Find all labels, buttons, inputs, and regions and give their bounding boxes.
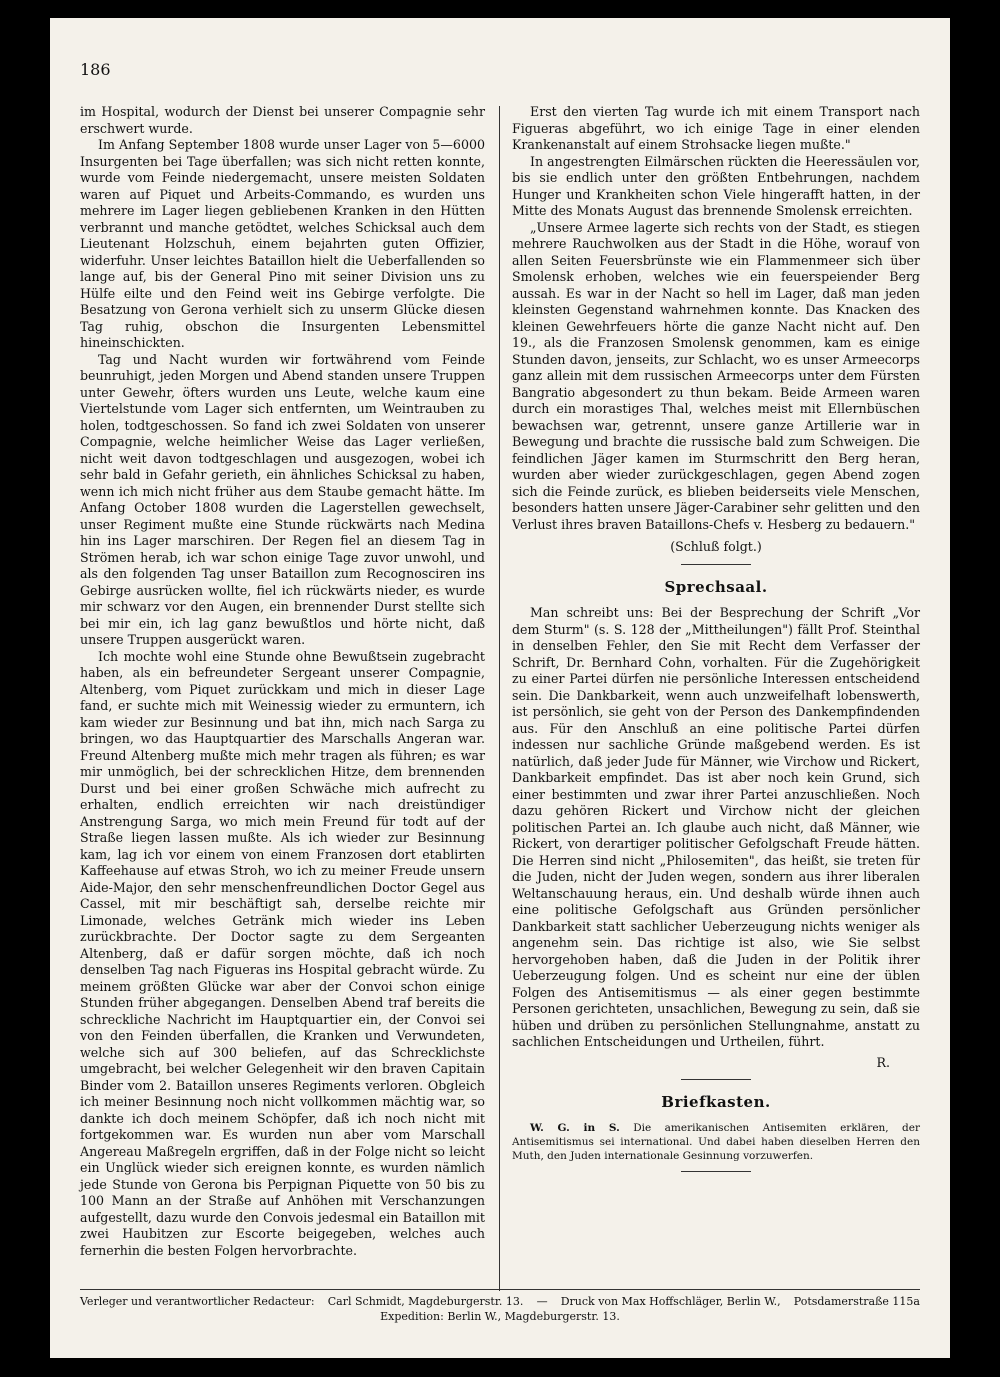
sprechsaal-title: Sprechsaal. [664,577,768,596]
paragraph: Ich mochte wohl eine Stunde ohne Bewußtsein zugebracht haben, als ein befreundeter Sergeant unserer Compagnie, Altenberg, vom Piquet zurückkam und mich in dieser Lage fand, er suchte mich mit Weinessig wieder zu ermuntern, ich kam wieder zur Besinnung und bat ihn, mich nach Sarga zu bringen, wo das Hauptquartier des Marschalls Angeran war. Freund Altenberg mußte mich mehr tragen als führen; es war mir unmöglich, bei der schrecklichen Hitze, dem brennenden Durst und bei einer großen Schwäche mich aufrecht zu erhalten, endlich erreichten wir nach dreistündiger Anstrengung Sarga, wo mich mein Freund für todt auf der Straße liegen lassen mußte. Als ich wieder zur Besinnung kam, lag ich vor einem von einem Franzosen dort etablirten Kaffeehause auf etwas Stroh, wo ich zu meiner Freude unsern Aide-Major, den sehr menschenfreundlichen Doctor Gegel aus Cassel, mit mir beschäftigt sah, derselbe reichte mir Limonade, welches Getränk mich wieder ins Leben zurückbrachte. Der Doctor sagte zu dem Sergeanten Altenberg, daß er dafür sorgen möchte, daß ich noch denselben Tag nach Figueras ins Hospital gebracht würde. Zu meinem größten Glücke war aber der Convoi schon einige Stunden früher abgegangen. Denselben Abend traf bereits die schreckliche Nachricht im Hauptquartier ein, der Convoi sei von den Feinden überfallen, die Kranken und Verwundeten, welche sich auf 300 beliefen, auf das Schrecklichste umgebracht, bei welcher Gelegenheit wir den braven Capitain Binder vom 2. Bataillon unseres Regiments verloren. Obgleich ich meiner Besinnung noch nicht vollkommen mächtig war, so dankte ich doch meinem Schöpfer, daß ich noch nicht mit fortgekommen war. Es wurden nun aber vom Marschall Angereau Maßregeln ergriffen, daß in der Folge nicht so leicht ein Unglück wieder sich ereignen konnte, es wurden nämlich jede Stunde von Gerona bis Perpignan Piquette von 50 bis zu 100 Mann an der Straße auf Anhöhen mit Verschanzungen aufgestellt, dazu wurde den Convois jedesmal ein Bataillon mit zwei Haubitzen zur Escorte beigegeben, welches auch fernerhin die besten Folgen hervorbrachte. [80,648,485,1258]
paragraph: Erst den vierten Tag wurde ich mit einem Transport nach Figueras abgeführt, wo ich einige Tage in einer elenden Krankenanstalt auf einem Strohsacke liegen mußte." [512,104,920,152]
paragraph: Im Anfang September 1808 wurde unser Lager von 5—6000 Insurgenten bei Tage überfallen; was sich nicht retten konnte, wurde vom Feinde niedergemacht, unsere meisten Soldaten waren auf Piquet und Arbeits-Commando, es wurden uns mehrere im Lager liegen gebliebenen Kranken in den Hütten verbrannt und manche getödtet, welches Schicksal auch dem Lieutenant Holzschuh, einem bejahrten guten Offizier, widerfuhr. Unser leichtes Bataillon hielt die Ueberfallenden so lange auf, bis der General Pino mit seiner Division uns zu Hülfe eilte und den Feind weit ins Gebirge verfolgte. Die Besatzung von Gerona verhielt sich zu unserm Glücke diesen Tag ruhig, obschon die Insurgenten Lebensmittel hineinschickten. [80,137,485,350]
sprechsaal-signature: R. [876,1054,890,1070]
column-divider [499,106,500,1291]
newspaper-page [50,18,950,1358]
briefkasten-addressee: W. G. in S. [530,1121,620,1134]
footer-expedition: Expedition: Berlin W., Magdeburgerstr. 13. [380,1310,620,1323]
paragraph: Tag und Nacht wurden wir fortwährend vom Feinde beunruhigt, jeden Morgen und Abend standen unsere Truppen unter Gewehr, öfters wurden uns Leute, welche kaum eine Viertelstunde vom Lager sich entfernten, um Weintrauben zu holen, todtgeschossen. So fand ich zwei Soldaten von unserer Compagnie, welche heimlicher Weise das Lager verließen, nicht weit davon todtgeschlagen und ausgezogen, wobei ich sehr bald in Gefahr gerieth, ein ähnliches Schicksal zu haben, wenn ich mich nicht früher aus dem Staube gemacht hätte. Im Anfang October 1808 wurden die Lagerstellen gewechselt, unser Regiment mußte eine Stunde rückwärts nach Medina hin ins Lager marschiren. Der Regen fiel an diesem Tag in Strömen herab, ich war schon einige Tage zuvor unwohl, und als den folgenden Tag unser Bataillon zum Recognosciren ins Gebirge ausrücken wollte, fiel ich rückwärts nieder, es wurde mir schwarz vor den Augen, ein brennender Durst stellte sich bei mir ein, ich lag ganz bewußtlos und hörte nicht, daß unsere Truppen ausgerückt waren. [80,351,485,647]
footer-printer-address: Potsdamerstraße 115a [793,1295,920,1308]
paragraph: im Hospital, wodurch der Dienst bei unserer Compagnie sehr erschwert wurde. [80,104,485,136]
briefkasten-entry [512,1121,920,1163]
paragraph: In angestrengten Eilmärschen rückten die Heeressäulen vor, bis sie endlich unter den größten Entbehrungen, nachdem Hunger und Krankheiten schon Viele hingerafft hatten, in der Mitte des Monats August das brennende Smolensk erreichten. [512,153,920,218]
paragraph: „Unsere Armee lagerte sich rechts von der Stadt, es stiegen mehrere Rauchwolken aus der Stadt in die Höhe, worauf von allen Seiten Feuersbrünste wie ein Flammenmeer sich über Smolensk erhoben, welches wie ein feuerspeiender Berg aussah. Es war in der Nacht so hell im Lager, daß man jeden kleinsten Gegenstand wahrnehmen konnte. Das Knacken des kleinen Gewehrfeuers hörte die ganze Nacht nicht auf. Den 19., als die Franzosen Smolensk genommen, kam es einige Stunden davon, jenseits, zur Schlacht, wo es unser Armeecorps ganz allein mit dem russischen Armeecorps unter dem Fürsten Bangratio abgesondert zu thun bekam. Beide Armeen waren durch ein morastiges Thal, welches meist mit Ellernbüschen bewachsen war, getrennt, unsere ganze Artillerie war in Bewegung und brachte die russische bald zum Schweigen. Die feindlichen Jäger kamen im Sturmschritt den Berg heran, wurden aber wieder zurückgeschlagen, gegen Abend zogen sich die Feinde zurück, es blieben beiderseits viele Menschen, besonders hatten unsere Jäger-Carabiner sehr gelitten und den Verlust ihres braven Bataillons-Chefs v. Hesberg zu bedauern." [512,219,920,532]
page-number: 186 [80,60,111,79]
imprint-footer [80,1289,920,1324]
briefkasten-title: Briefkasten. [661,1093,771,1111]
continued-note: (Schluß folgt.) [670,539,762,554]
section-rule [681,564,751,565]
footer-printer: Druck von Max Hoffschläger, Berlin W., [560,1295,781,1308]
sprechsaal-text: Man schreibt uns: Bei der Besprechung der Schrift „Vor dem Sturm" (s. S. 128 der „Mittheilungen") fällt Prof. Steinthal in denselben Fehler, den Sie mit Recht dem Verfasser der Schrift, Dr. Bernhard Cohn, vorhalten. Für die Zugehörigkeit zu einer Partei dürfen nie persönliche Interessen entscheidend sein. Die Dankbarkeit, wenn auch unzweifelhaft lobenswerth, ist persönlich, sie geht von der Person des Dankempfindenden aus. Für den Anschluß an eine politische Partei dürfen indessen nur sachliche Gründe maßgebend werden. Es ist natürlich, daß jeder Jude für Männer, wie Virchow und Rickert, Dankbarkeit empfindet. Das ist aber noch kein Grund, sich einer bestimmten und zwar ihrer Partei anzuschließen. Noch dazu gehören Rickert und Virchow nicht der gleichen politischen Partei an. Ich glaube auch nicht, daß Männer, wie Rickert, von derartiger politischer Gefolgschaft Freude hätten. Die Herren sind nicht „Philosemiten", das heißt, sie treten für die Juden, nicht der Juden wegen, sondern aus ihrer liberalen Weltanschauung heraus, ein. Und deshalb würde ihnen auch eine politische Gefolgschaft aus Gründen persönlicher Dankbarkeit statt sachlicher Ueberzeugung nichts weniger als angenehm sein. Das richtige ist also, wie Sie selbst hervorgehoben haben, daß die Juden in der Politik ihrer Ueberzeugung folgen. Und es scheint nur eine der üblen Folgen des Antisemitismus — als einer gegen bestimmte Personen gerichteten, unsachlichen, Bewegung zu sein, daß sie hüben und drüben zu persönlichen Stellungnahme, anstatt zu sachlichen Entscheidungen und Urtheilen, führt. [512,605,920,1049]
footer-publisher-label: Verleger und verantwortlicher Redacteur: [80,1295,315,1308]
footer-dash: — [536,1295,548,1308]
section-rule [681,1079,751,1080]
left-column [80,104,485,1259]
briefkasten-text: Die amerikanischen Antisemiten erklären, der Antisemitismus sei international. Und dabei haben dieselben Herren den Muth, den Juden internationale Gesinnung vorzuwerfen. [512,1121,921,1162]
section-rule [681,1171,751,1172]
right-column [512,104,920,1180]
footer-editor: Carl Schmidt, Magdeburgerstr. 13. [327,1295,524,1308]
